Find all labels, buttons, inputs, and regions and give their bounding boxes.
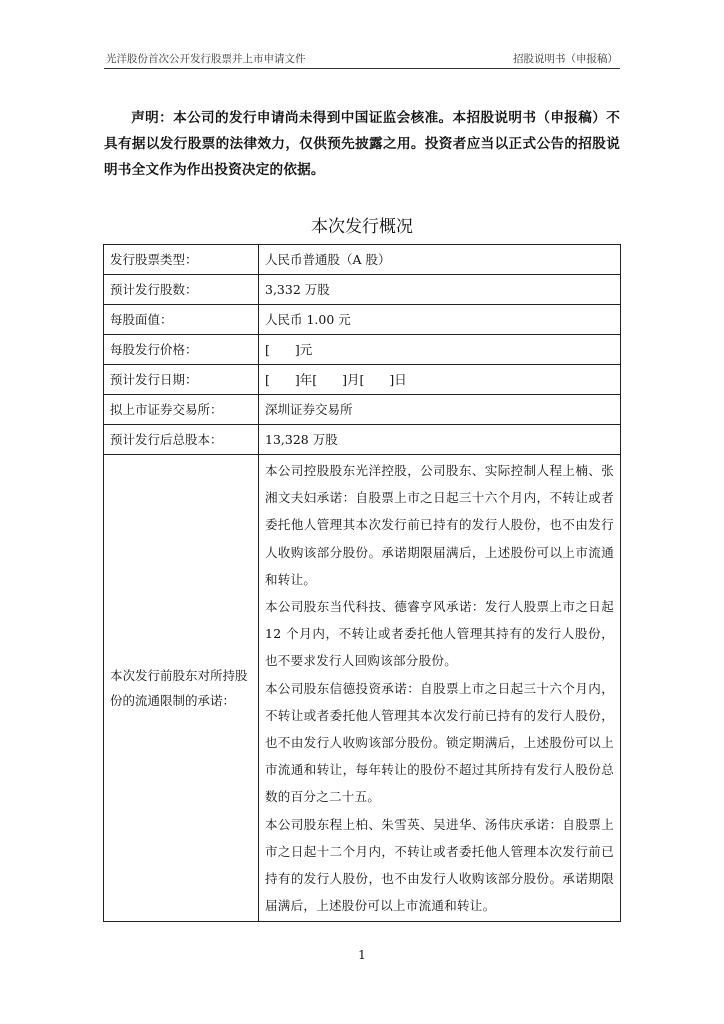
row-label: 预计发行日期：: [104, 365, 259, 395]
row-label: 预计发行股数：: [104, 275, 259, 305]
commitment-paragraph: 本公司股东当代科技、德睿亨风承诺：发行人股票上市之日起 12 个月内，不转让或者委托他人管理其持有的发行人股份，也不要求发行人回购该部分股份。: [265, 599, 614, 669]
row-value: [ ]元: [259, 335, 621, 365]
page-header: [104, 52, 620, 69]
table-row: [104, 305, 621, 335]
table-row: [104, 425, 621, 455]
row-value: 3,332 万股: [259, 275, 621, 305]
row-value: 人民币普通股（A 股）: [259, 245, 621, 275]
row-label: 拟上市证券交易所：: [104, 395, 259, 425]
row-label: 每股发行价格：: [104, 335, 259, 365]
table-row-commitment: [104, 455, 621, 922]
page-title: 本次发行概况: [311, 217, 413, 237]
row-value: 13,328 万股: [259, 425, 621, 455]
row-label: 发行股票类型：: [104, 245, 259, 275]
offering-overview-table: [103, 244, 621, 922]
commitment-paragraph: 本公司股东信德投资承诺：自股票上市之日起三十六个月内，不转让或者委托他人管理其本次发行前已持有的发行人股份，也不由发行人收购该部分股份。锁定期满后，上述股份可以上市流通和转让，每年转让的股份不超过其所持有发行人股份总数的百分之二十五。: [265, 680, 614, 805]
row-label: 预计发行后总股本：: [104, 425, 259, 455]
commitment-label: 本次发行前股东对所持股份的流通限制的承诺：: [104, 455, 259, 922]
header-document-type: 招股说明书（申报稿）: [513, 53, 618, 65]
commitment-paragraph: 本公司控股股东光洋控股，公司股东、实际控制人程上楠、张湘文夫妇承诺：自股票上市之日起三十六个月内，不转让或者委托他人管理其本次发行前已持有的发行人股份，也不由发行人收购该部分股份。承诺期限届满后，上述股份可以上市流通和转让。: [265, 463, 614, 587]
row-label: 每股面值：: [104, 305, 259, 335]
row-value: 人民币 1.00 元: [259, 305, 621, 335]
row-value: 深圳证券交易所: [259, 395, 621, 425]
header-document-name: 光洋股份首次公开发行股票并上市申请文件: [106, 53, 306, 65]
page-number: 1: [358, 948, 366, 962]
disclaimer-statement: 声明：本公司的发行申请尚未得到中国证监会核准。本招股说明书（申报稿）不具有据以发行股票的法律效力，仅供预先披露之用。投资者应当以正式公告的招股说明书全文作为作出投资决定的依据。: [104, 110, 620, 178]
table-row: [104, 365, 621, 395]
table-row: [104, 395, 621, 425]
commitment-paragraph: 本公司股东程上柏、朱雪英、吴进华、汤伟庆承诺：自股票上市之日起十二个月内，不转让或者委托他人管理本次发行前已持有的发行人股份，也不由发行人收购该部分股份。承诺期限届满后，上述股份可以上市流通和转让。: [265, 816, 614, 914]
table-row: [104, 275, 621, 305]
table-row: [104, 245, 621, 275]
commitment-content: [259, 455, 621, 922]
row-value: [ ]年[ ]月[ ]日: [259, 365, 621, 395]
table-row: [104, 335, 621, 365]
